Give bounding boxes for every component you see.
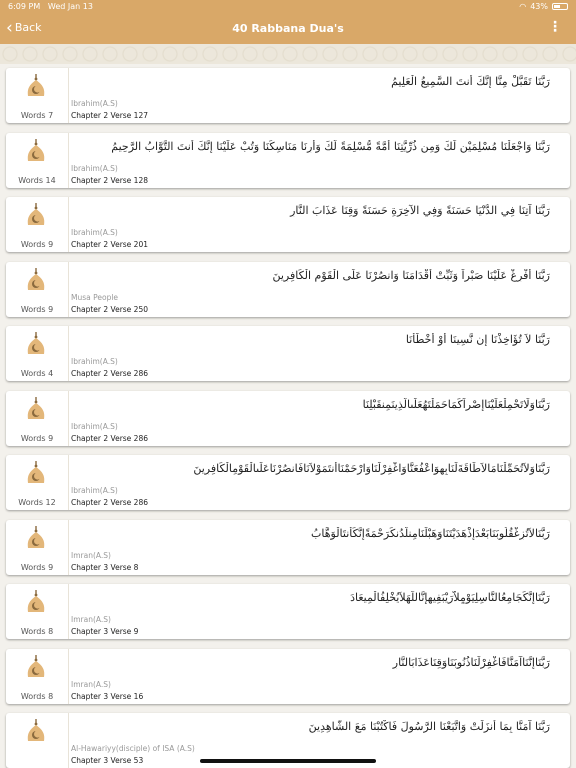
dua-speaker: Imran(A.S) xyxy=(71,550,111,560)
decorative-pattern xyxy=(0,44,576,64)
status-time: 6:09 PM Wed Jan 13 xyxy=(8,2,93,11)
dua-card[interactable] xyxy=(6,649,570,704)
dua-speaker: Ibrahim(A.S) xyxy=(71,99,118,108)
dua-speaker: Al-Hawariyy(disciple) of ISA (A.S) xyxy=(71,744,195,753)
mosque-dome-icon xyxy=(26,268,46,292)
dua-verse: Chapter 3 Verse 9 xyxy=(71,627,139,636)
mosque-dome-icon xyxy=(26,526,46,550)
dua-speaker: Ibrahim(A.S) xyxy=(71,486,118,495)
word-count: Words 14 xyxy=(18,175,56,185)
dua-verse: Chapter 3 Verse 8 xyxy=(71,562,139,572)
dua-card[interactable] xyxy=(6,520,570,575)
mosque-dome-icon xyxy=(26,332,46,356)
dua-speaker: Ibrahim(A.S) xyxy=(71,357,118,366)
dua-speaker: Imran(A.S) xyxy=(71,615,111,624)
dua-arabic-text: رَبَّنَاوَلاَتُحَمِّلْنَامَالاَطَاقَةَلَنَابِهِوَاعْفُعَنَّاوَاغْفِرْلَنَاوَارْحَمْنَاأَنتَمَوْلاَنَافَانصُرْنَاعَلَىالْقَوْمِالْكَافِرِينَ xyxy=(193,462,550,475)
dua-card[interactable] xyxy=(6,197,570,252)
status-right xyxy=(519,2,568,11)
word-count: Words 8 xyxy=(20,627,54,636)
dua-arabic-text: رَبَّنَا لاَ تُؤَاخِذْنَا إِن نَّسِينَا أَوْ أَخْطَأْنَا xyxy=(405,333,550,346)
dua-speaker: Ibrahim(A.S) xyxy=(71,163,118,173)
dua-verse: Chapter 2 Verse 286 xyxy=(71,433,148,443)
dua-verse: Chapter 3 Verse 16 xyxy=(71,691,144,701)
dua-speaker: Ibrahim(A.S) xyxy=(71,421,118,431)
dua-card-left xyxy=(6,455,69,510)
dua-card-left xyxy=(6,520,69,575)
more-options-icon[interactable]: ⋮ xyxy=(548,19,562,35)
dua-card[interactable] xyxy=(6,133,570,188)
dua-verse: Chapter 3 Verse 53 xyxy=(71,756,144,765)
wifi-icon: ◠ xyxy=(519,2,527,11)
dua-card[interactable] xyxy=(6,455,570,510)
word-count: Words 9 xyxy=(20,240,54,249)
dua-card[interactable] xyxy=(6,326,570,381)
dua-arabic-text: رَبَّنَا آتِنَا فِي الدُّنْيَا حَسَنَةً وَفِي الآخِرَةِ حَسَنَةً وَقِنَا عَذَابَ النَّارِ xyxy=(290,204,550,217)
dua-verse: Chapter 2 Verse 250 xyxy=(71,304,148,314)
dua-speaker: Ibrahim(A.S) xyxy=(71,228,118,237)
dua-card[interactable] xyxy=(6,68,570,123)
dua-card[interactable] xyxy=(6,262,570,317)
mosque-dome-icon xyxy=(26,655,46,679)
mosque-dome-icon xyxy=(26,139,46,163)
word-count: Words 4 xyxy=(20,369,54,378)
dua-speaker: Imran(A.S) xyxy=(71,679,111,689)
dua-verse: Chapter 2 Verse 128 xyxy=(71,175,148,185)
dua-arabic-text: رَبَّنَا وَاجْعَلْنَا مُسْلِمَيْنِ لَكَ وَمِن ذُرِّيَّتِنَا أُمَّةً مُّسْلِمَةً لَّكَ وَأَرِنَا مَنَاسِكَنَا وَتُبْ عَلَيْنَا إِنَّكَ أَنتَ التَّوَّابُ الرَّحِيمُ xyxy=(111,139,550,153)
dua-card-left xyxy=(6,68,69,123)
page-title: 40 Rabbana Dua's xyxy=(232,22,344,35)
mosque-dome-icon xyxy=(26,590,46,614)
dua-card-left xyxy=(6,584,69,639)
home-indicator xyxy=(200,759,376,763)
battery-icon xyxy=(552,3,568,10)
dua-card-left xyxy=(6,649,69,704)
chevron-left-icon: ‹ xyxy=(6,17,13,38)
dua-arabic-text: رَبَّنَاوَلَاتَحْمِلْعَلَيْنَاإِصْراًكَمَاحَمَلْتَهُعَلَىالَّذِينَمِنقَبْلِنَا xyxy=(362,397,550,411)
word-count: Words 9 xyxy=(20,304,54,314)
dua-card[interactable] xyxy=(6,391,570,446)
dua-card-left xyxy=(6,197,69,252)
mosque-dome-icon xyxy=(26,719,46,743)
dua-arabic-text: رَبَّنَا أَفْرِغْ عَلَيْنَا صَبْراً وَثَبِّتْ أَقْدَامَنَا وَانصُرْنَا عَلَى الْقَوْمِ الْكَافِرِينَ xyxy=(272,268,550,282)
dua-card-left xyxy=(6,133,69,188)
dua-card-left xyxy=(6,326,69,381)
word-count: Words 8 xyxy=(20,691,54,701)
dua-arabic-text: رَبَّنَا آمَنَّا بِمَا أَنزَلَتْ وَاتَّبَعْنَا الرَّسُولَ فَاكْتُبْنَا مَعَ الشَّاهِدِينَ xyxy=(308,720,550,733)
dua-card[interactable] xyxy=(6,584,570,639)
battery-percent: 43% xyxy=(530,2,548,11)
navigation-bar xyxy=(0,14,576,44)
mosque-dome-icon xyxy=(26,461,46,485)
dua-verse: Chapter 2 Verse 201 xyxy=(71,240,148,249)
dua-verse: Chapter 2 Verse 286 xyxy=(71,498,148,507)
dua-verse: Chapter 2 Verse 127 xyxy=(71,111,148,120)
dua-arabic-text: رَبَّنَاإِنَّنَاآمَنَّافَاغْفِرْلَنَاذُنُوبَنَاوَقِنَاعَذَابَالنَّارِ xyxy=(392,655,550,669)
word-count: Words 7 xyxy=(20,111,54,120)
mosque-dome-icon xyxy=(26,397,46,421)
dua-arabic-text: رَبَّنَاإِنَّكَجَامِعُالنَّاسِلِيَوْمٍلاَّرَيْبَفِيهِإِنَّاللّهَلاَيُخْلِفُالْمِيعَادَ xyxy=(350,591,550,604)
status-bar xyxy=(0,0,576,14)
back-label: Back xyxy=(14,21,42,34)
dua-arabic-text: رَبَّنَا تَقَبَّلْ مِنَّا إِنَّكَ أَنتَ السَّمِيعُ الْعَلِيمُ xyxy=(391,75,550,88)
dua-card-left xyxy=(6,713,69,768)
word-count: Words 9 xyxy=(20,433,54,443)
mosque-dome-icon xyxy=(26,203,46,227)
dua-card-left xyxy=(6,262,69,317)
dua-speaker: Musa People xyxy=(71,292,119,302)
dua-arabic-text: رَبَّنَالاَتُزِغْقُلُوبَنَابَعْدَإِذْهَدَيْتَنَاوَهَبْلَنَامِنلَّدُنكَرَحْمَةًإِنَّكَأَنتَالْوَهَّابُ xyxy=(311,526,550,540)
dua-verse: Chapter 2 Verse 286 xyxy=(71,369,148,378)
word-count: Words 12 xyxy=(18,498,56,507)
mosque-dome-icon xyxy=(26,74,46,98)
dua-card-left xyxy=(6,391,69,446)
word-count: Words 9 xyxy=(20,562,54,572)
